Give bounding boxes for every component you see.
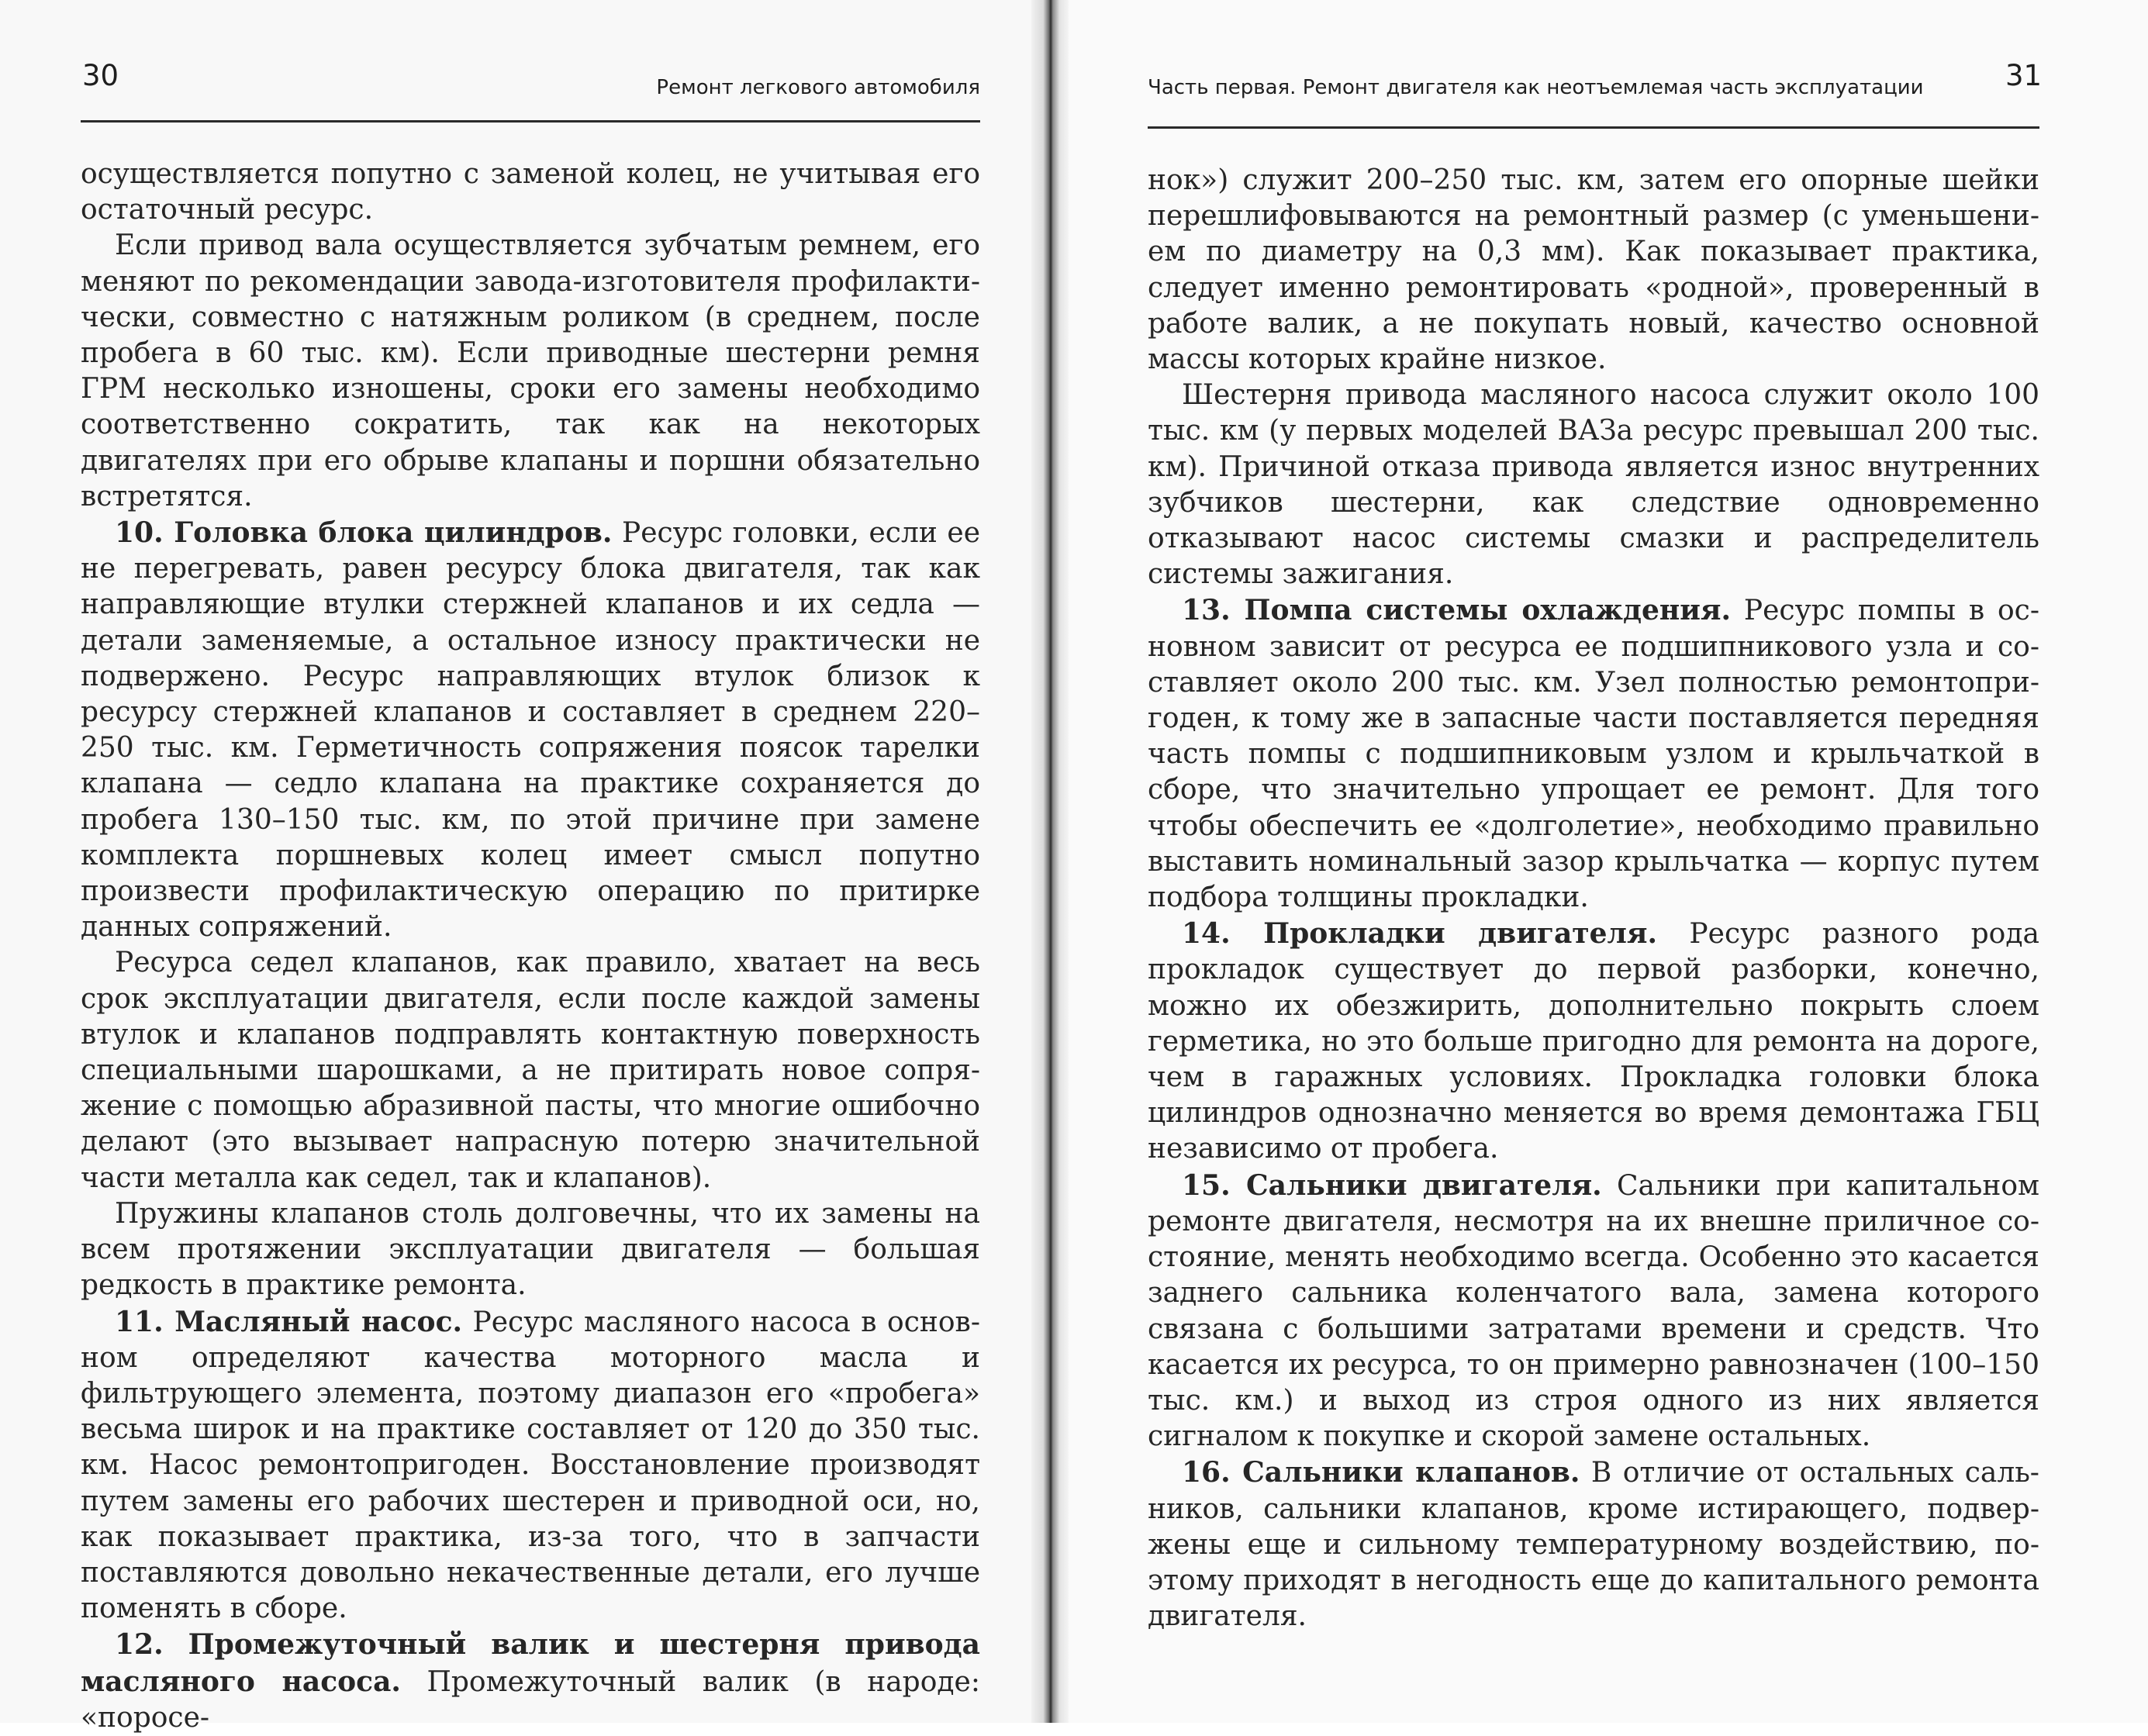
paragraph xyxy=(1148,1455,2039,1634)
section-heading: 16. Сальники клапанов. xyxy=(1182,1456,1580,1489)
paragraph-text: Сальники при капитальном ремонте двигателя, несмотря на их внешне приличное состояние, менять необходимо всегда. Особенно это касается заднего сальника коленчатого вала, замена которого связана с большими затратами времени и средств. Что касается их ресурса, то он примерно равнозначен (100–150 тыс. км.) и выход из строя одного из них является сигналом к покупке и скорой замене остальных. xyxy=(1148,1169,2039,1453)
paragraph-text: осуществляется попутно с заменой колец, не учитывая его остаточный ресурс. xyxy=(81,158,980,226)
left-page xyxy=(0,0,1031,1734)
section-heading: 10. Головка блока цилиндров. xyxy=(115,516,613,550)
paragraph xyxy=(81,157,980,228)
paragraph xyxy=(81,228,980,515)
paragraph xyxy=(1148,378,2039,592)
paragraph-text: Ресурса седел клапанов, как правило, хватает на весь срок эксплуатации двигателя, если после каждой замены втулок и клапанов подправлять контактную поверхность специальными шарошками, а не притирать новое сопряжение с помощью абразивной пасты, что многие ошибочно делают (это вызывает напрасную потерю значительной части металла как седел, так и клапанов). xyxy=(81,947,980,1194)
paragraph-text: Ресурс разного рода прокладок существует до первой разборки, конечно, можно их обезжирить, дополнительно покрыть слоем герметика, но это больше пригодно для ремонта на дороге, чем в гаражных условиях. Прокладка головки блока цилиндров однозначно меняется во время демонтажа ГБЦ независимо от пробега. xyxy=(1148,918,2039,1165)
paragraph-text: Промежуточный валик (в народе: «поросе- xyxy=(81,1665,980,1734)
paragraph xyxy=(81,945,980,1196)
right-page xyxy=(1069,0,2148,1723)
paragraph-text: нок») служит 200–250 тыс. км, затем его опорные шейки перешлифовываются на ремонтный размер (с уменьшением по диаметру на 0,3 мм). Как показывает практика, следует именно ремонтировать «родной», проверенный в работе валик, а не покупать новый, качество основной массы которых крайне низкое. xyxy=(1148,164,2039,376)
section-heading: 11. Масляный насос. xyxy=(115,1305,463,1338)
header-rule xyxy=(1148,126,2039,129)
paragraph xyxy=(1148,916,2039,1167)
page-number: 30 xyxy=(82,59,119,92)
paragraph-text: В отличие от остальных сальников, сальники клапанов, кроме истирающего, подвержены еще и сильному температурному воздействию, поэтому приходят в негодность еще до капитального ремонта двигателя. xyxy=(1148,1457,2039,1633)
section-heading: 15. Сальники двигателя. xyxy=(1182,1168,1602,1202)
book-gutter xyxy=(1031,0,1069,1723)
running-head: Часть первая. Ремонт двигателя как неотъемлемая часть эксплуатации xyxy=(1148,76,1924,99)
paragraph-text: Ресурс головки, если ее не перегревать, равен ресурсу блока двигателя, так как направляющие втулки стержней клапанов и их седла — детали заменяемые, а остальное износу практически не подвержено. Ресурс направляющих втулок близок к ресурсу стержней клапанов и составляет в среднем 220–250 тыс. км. Герметичность сопряжения поясок тарелки клапана — седло клапана на практике сохраняется до пробега 130–150 тыс. км, по этой причине при замене комплекта поршневых колец имеет смысл попутно произвести профилактическую операцию по притирке данных сопряжений. xyxy=(81,517,980,944)
section-heading: 12. Промежуточный валик и шестерня привода масляного насоса. xyxy=(81,1628,980,1698)
section-heading: 14. Прокладки двигателя. xyxy=(1182,917,1658,951)
paragraph xyxy=(1148,163,2039,378)
section-heading: 13. Помпа системы охлаждения. xyxy=(1182,594,1732,627)
page-number: 31 xyxy=(2005,59,2043,92)
paragraph xyxy=(1148,1168,2039,1455)
body-text xyxy=(1148,163,2039,1634)
paragraph xyxy=(1148,592,2039,916)
paragraph-text: Ресурс масляного насоса в основном определяют качества моторного масла и фильтрующего элемента, поэтому диапазон его «пробега» весьма широк и на практике составляет от 120 до 350 тыс. км. Насос ремонтопригоден. Восстановление производят путем замены его рабочих шестерен и приводной оси, но, как показывает практика, из-за того, что в запчасти поставляются довольно некачественные детали, его лучше поменять в сборе. xyxy=(81,1306,980,1625)
body-text xyxy=(81,157,980,1736)
running-head: Ремонт легкового автомобиля xyxy=(656,76,980,99)
header-rule xyxy=(81,120,980,123)
paragraph xyxy=(81,1304,980,1627)
paragraph-text: Если привод вала осуществляется зубчатым ремнем, его меняют по рекомендации завода-изготовителя профилактически, совместно с натяжным роликом (в среднем, после пробега в 60 тыс. км). Если приводные шестерни ремня ГРМ несколько изношены, сроки его замены необходимо соответственно сократить, так как на некоторых двигателях при его обрыве клапаны и поршни обязательно встретятся. xyxy=(81,230,980,513)
paragraph xyxy=(81,515,980,945)
paragraph-text: Ресурс помпы в основном зависит от ресурса ее подшипникового узла и составляет около 200 тыс. км. Узел полностью ремонтопригоден, к тому же в запасные части поставляется передняя часть помпы с подшипниковым узлом и крыльчаткой в сборе, что значительно упрощает ее ремонт. Для того чтобы обеспечить ее «долголетие», необходимо правильно выставить номинальный зазор крыльчатка — корпус путем подбора толщины прокладки. xyxy=(1148,595,2039,914)
paragraph-text: Пружины клапанов столь долговечны, что их замены на всем протяжении эксплуатации двигателя — большая редкость в практике ремонта. xyxy=(81,1197,980,1302)
paragraph xyxy=(81,1196,980,1304)
paragraph-text: Шестерня привода масляного насоса служит около 100 тыс. км (у первых моделей ВАЗа ресурс превышал 200 тыс. км). Причиной отказа привода является износ внутренних зубчиков шестерни, как следствие одновременно отказывают насос системы смазки и распределитель системы зажигания. xyxy=(1148,379,2039,591)
paragraph xyxy=(81,1627,980,1736)
